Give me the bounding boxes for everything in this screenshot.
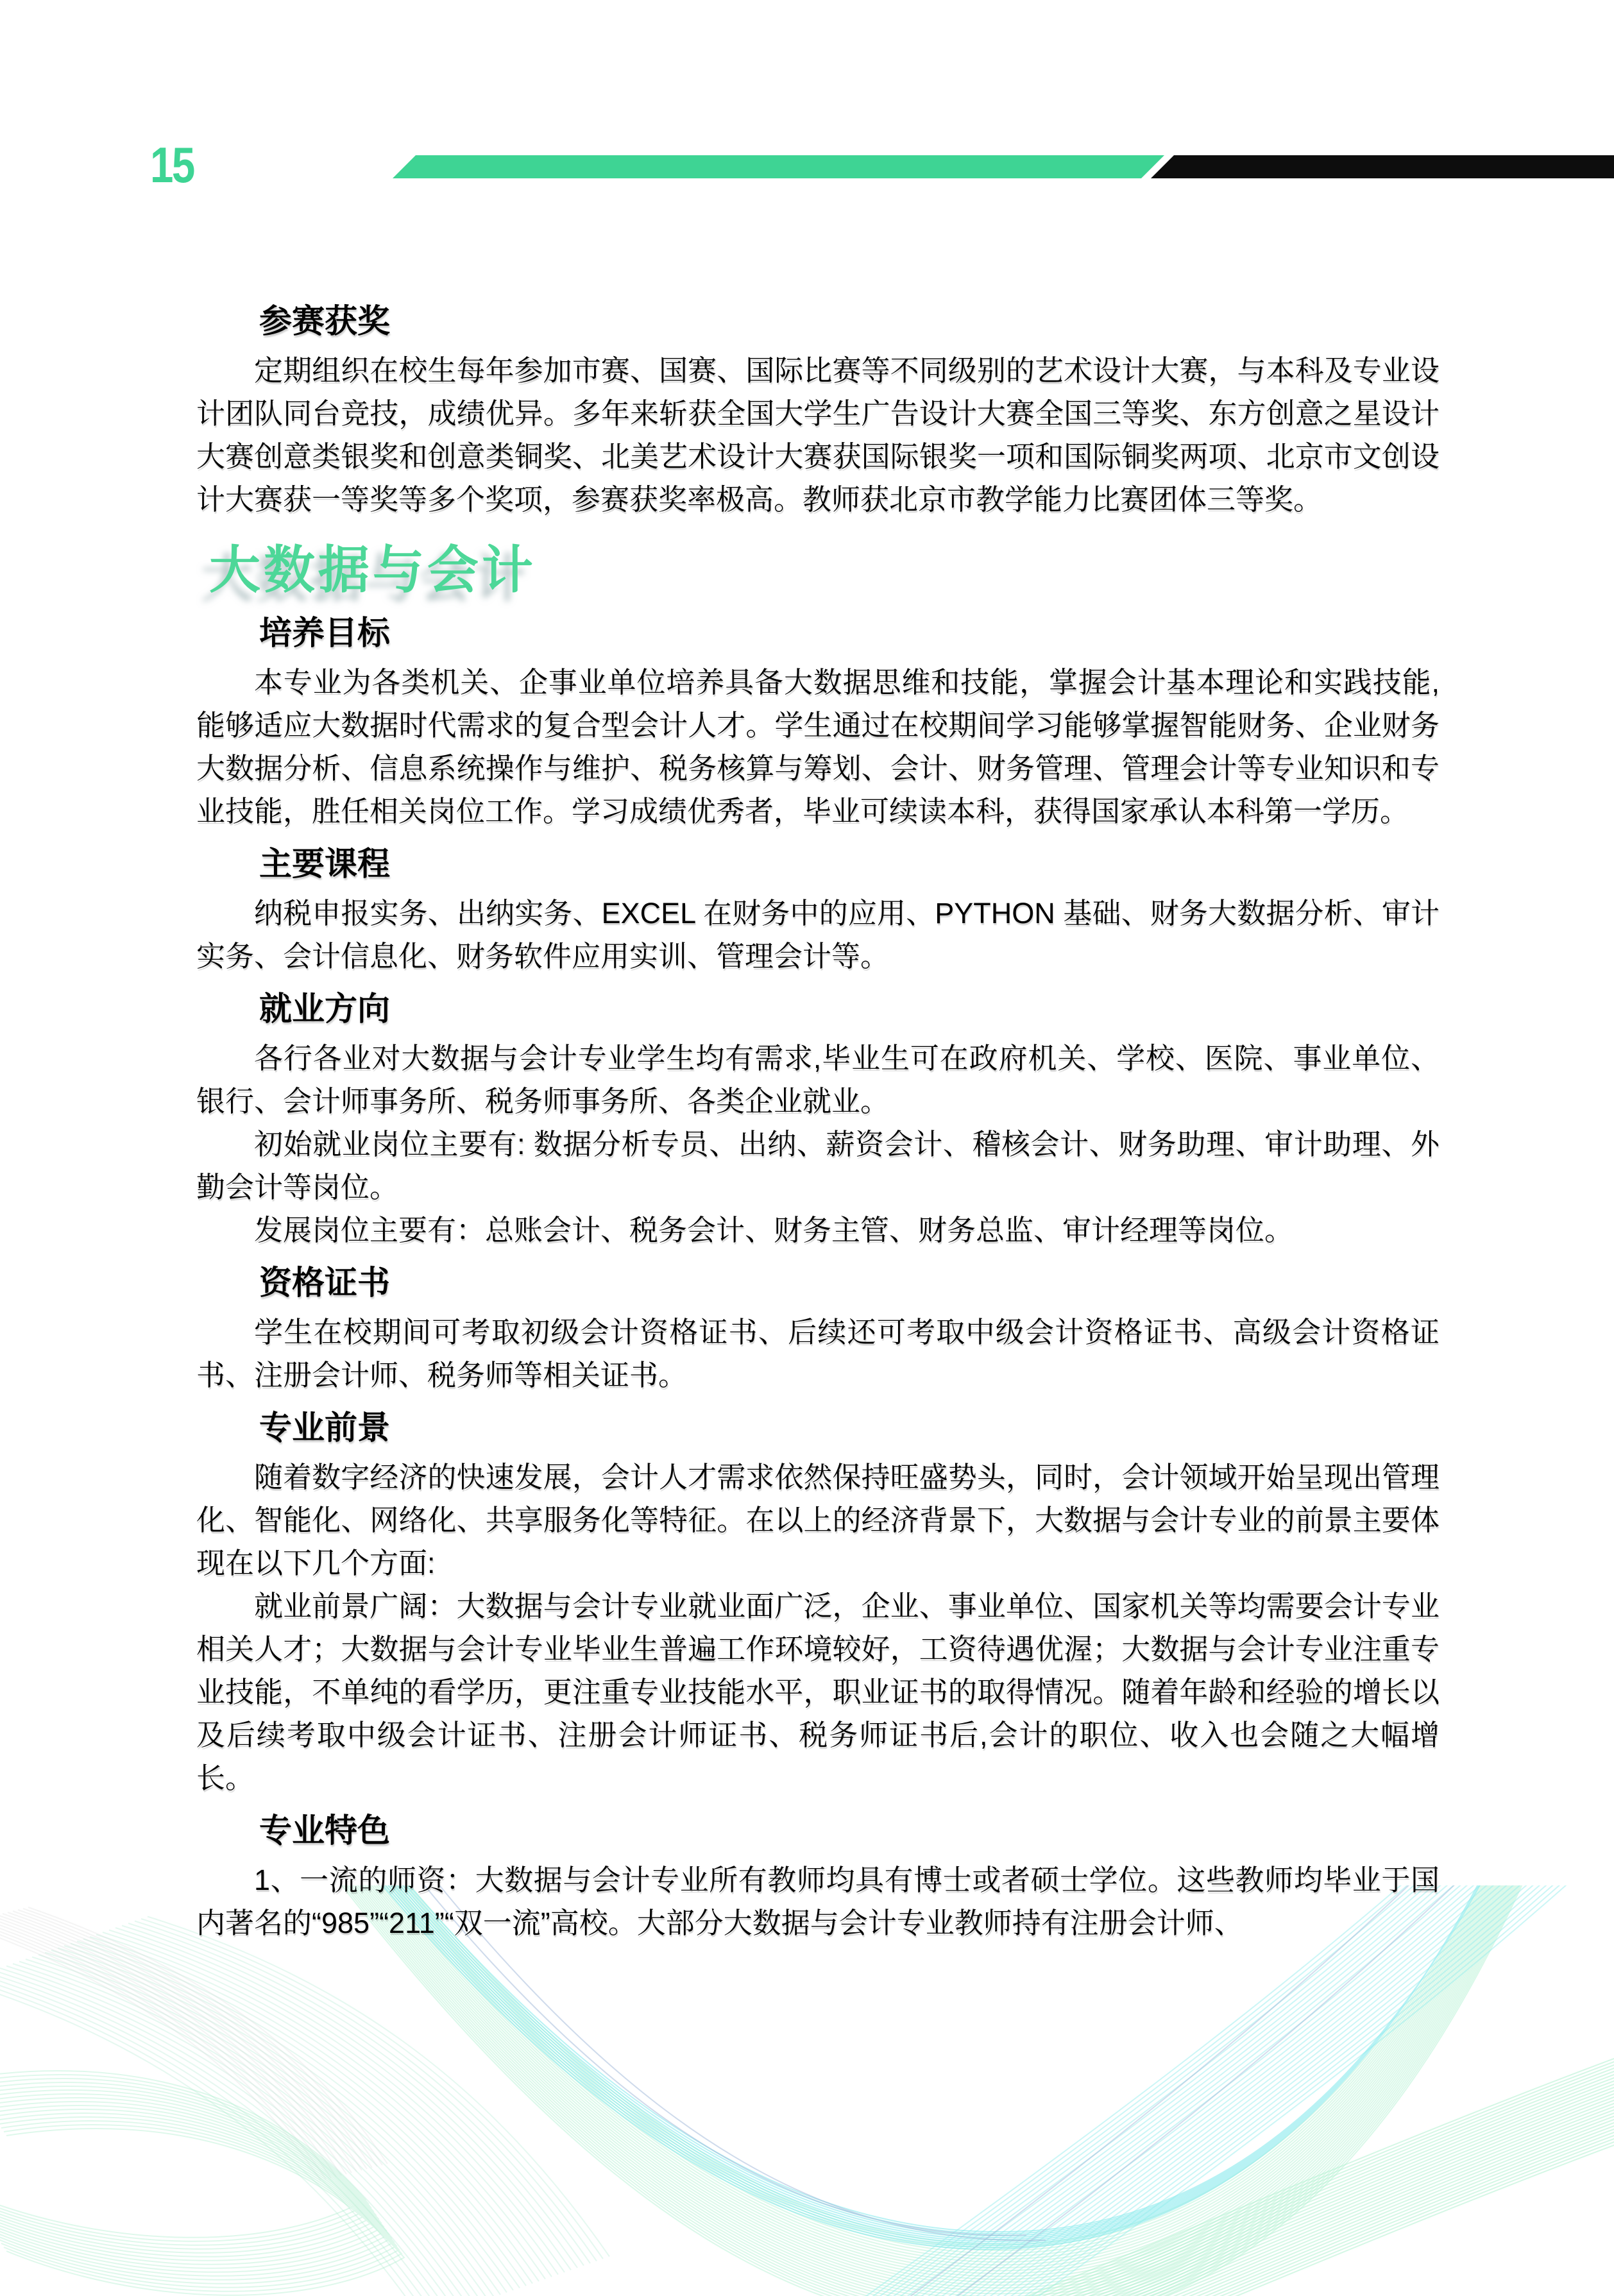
- major-title-big-data-accounting: 大数据与会计: [209, 540, 536, 600]
- section-heading-prospects: 专业前景: [259, 1409, 391, 1446]
- header-decoration: [0, 0, 1614, 205]
- section-heading-main-courses: 主要课程: [259, 846, 391, 882]
- header-green-bar: [393, 155, 1164, 178]
- paragraph-employment-overview: 各行各业对大数据与会计专业学生均有需求,毕业生可在政府机关、学校、医院、事业单位、银行、会计师事务所、税务师事务所、各类企业就业。: [196, 1042, 1440, 1118]
- paragraph-competition-awards: 定期组织在校生每年参加市赛、国赛、国际比赛等不同级别的艺术设计大赛，与本科及专业设计团队同台竞技，成绩优异。多年来斩获全国大学生广告设计大赛全国三等奖、东方创意之星设计大赛创意类银奖和创意类铜奖、北美艺术设计大赛获国际银奖一项和国际铜奖两项、北京市文创设计大赛获一等奖等多个奖项，参赛获奖率极高。教师获北京市教学能力比赛团体三等奖。: [196, 354, 1440, 516]
- paragraph-features-faculty: 1、一流的师资：大数据与会计专业所有教师均具有博士或者硕士学位。这些教师均毕业于国内著名的“985”“211”“双一流”高校。大部分大数据与会计专业教师持有注册会计师、: [196, 1864, 1440, 1939]
- paragraph-training-goals: 本专业为各类机关、企事业单位培养具备大数据思维和技能，掌握会计基本理论和实践技能,能够适应大数据时代需求的复合型会计人才。学生通过在校期间学习能够掌握智能财务、企业财务大数据分析、信息系统操作与维护、税务核算与筹划、会计、财务管理、管理会计等专业知识和专业技能，胜任相关岗位工作。学习成绩优秀者，毕业可续读本科，获得国家承认本科第一学历。: [196, 666, 1440, 828]
- paragraph-prospects-overview: 随着数字经济的快速发展，会计人才需求依然保持旺盛势头，同时，会计领域开始呈现出管理化、智能化、网络化、共享服务化等特征。在以上的经济背景下，大数据与会计专业的前景主要体现在以下几个方面:: [196, 1461, 1440, 1579]
- section-heading-employment-direction: 就业方向: [259, 991, 391, 1027]
- page-content: [196, 300, 1440, 1944]
- paragraph-prospects-employment: 就业前景广阔：大数据与会计专业就业面广泛，企业、事业单位、国家机关等均需要会计专业相关人才；大数据与会计专业毕业生普遍工作环境较好，工资待遇优渥；大数据与会计专业注重专业技能，不单纯的看学历，更注重专业技能水平，职业证书的取得情况。随着年龄和经验的增长以及后续考取中级会计证书、注册会计师证书、税务师证书后,会计的职位、收入也会随之大幅增长。: [196, 1590, 1440, 1794]
- wave-decoration: [0, 1885, 1614, 2296]
- paragraph-development-positions: 发展岗位主要有：总账会计、税务会计、财务主管、财务总监、审计经理等岗位。: [254, 1214, 1294, 1246]
- section-heading-training-goals: 培养目标: [259, 615, 391, 651]
- page-number: 15: [150, 137, 194, 193]
- paragraph-initial-positions: 初始就业岗位主要有: 数据分析专员、出纳、薪资会计、稽核会计、财务助理、审计助理、外勤会计等岗位。: [196, 1128, 1440, 1203]
- section-heading-features: 专业特色: [259, 1812, 391, 1849]
- paragraph-certificates: 学生在校期间可考取初级会计资格证书、后续还可考取中级会计资格证书、高级会计资格证书、注册会计师、税务师等相关证书。: [196, 1316, 1440, 1391]
- header-black-bar: [1151, 155, 1614, 178]
- section-heading-competition-awards: 参赛获奖: [259, 303, 391, 339]
- section-heading-certificates: 资格证书: [259, 1264, 391, 1301]
- paragraph-main-courses: 纳税申报实务、出纳实务、EXCEL 在财务中的应用、PYTHON 基础、财务大数据分析、审计实务、会计信息化、财务软件应用实训、管理会计等。: [196, 897, 1440, 973]
